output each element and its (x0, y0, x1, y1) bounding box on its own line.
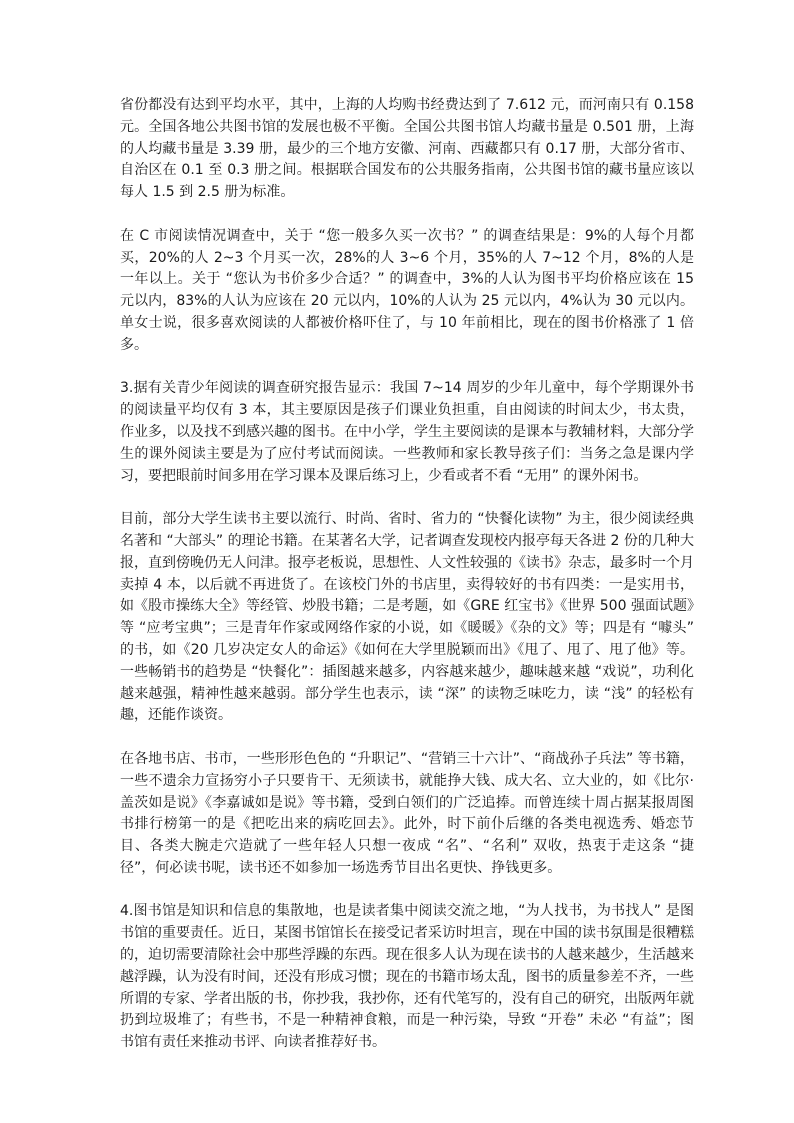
paragraph-library-role: 4.图书馆是知识和信息的集散地，也是读者集中阅读交流之地，“为人找书，为书找人” 是图书馆的重要责任。近日，某图书馆馆长在接受记者采访时坦言，现在中国的读书氛围是很糟糕的，迫切需要清除社会中那些浮躁的东西。现在很多人认为现在读书的人越来越少，生活越来越浮躁，认为没有时间，还没有形成习惯；现在的书籍市场太乱，图书的质量参差不齐，一些所谓的专家、学者出版的书，你抄我，我抄你，还有代笔写的，没有自己的研究，出版两年就扔到垃圾堆了；有些书，不是一种精神食粮，而是一种污染，导致 “开卷” 未必 “有益”；图书馆有责任来推动书评、向读者推荐好书。 (120, 903, 694, 1051)
paragraph-college-reading: 目前，部分大学生读书主要以流行、时尚、省时、省力的 “快餐化读物” 为主，很少阅读经典名著和 “大部头” 的理论书籍。在某著名大学，记者调查发现校内报亭每天各进 2 份的几种大报，直到傍晚仍无人问津。报亭老板说，思想性、人文性较强的《读书》杂志，最多时一个月卖掉 4 本，以后就不再进货了。在该校门外的书店里，卖得较好的书有四类：一是实用书，如《股市操练大全》等经管、炒股书籍；二是考题，如《GRE 红宝书》《世界 500 强面试题》等 “应考宝典”；三是青年作家或网络作家的小说，如《暖暖》《杂的文》等；四是有 “噱头” 的书，如《20 几岁决定女人的命运》《如何在大学里脱颖而出》《甩了、甩了、甩了他》等。一些畅销书的趋势是 “快餐化”：插图越来越多，内容越来越少，趣味越来越 “戏说”，功利化越来越强，精神性越来越弱。部分学生也表示，读 “深” 的读物乏味吃力，读 “浅” 的轻松有趣，还能作谈资。 (120, 511, 694, 724)
paragraph-youth-reading: 3.据有关青少年阅读的调查研究报告显示：我国 7~14 周岁的少年儿童中，每个学期课外书的阅读量平均仅有 3 本，其主要原因是孩子们课业负担重，自由阅读的时间太少，书太贵，作业多，以及找不到感兴趣的图书。在中小学，学生主要阅读的是课本与教辅材料，大部分学生的课外阅读主要是为了应付考试而阅读。一些教师和家长教导孩子们：当务之急是课内学习，要把眼前时间多用在学习课本及课后练习上，少看或者不看 “无用” 的课外闲书。 (120, 380, 694, 484)
document-page (120, 95, 694, 1076)
paragraph-c-city-survey: 在 C 市阅读情况调查中，关于 “您一般多久买一次书？” 的调查结果是：9%的人每个月都买，20%的人 2~3 个月买一次，28%的人 3~6 个月，35%的人 7~12 个月，8%的人是一年以上。关于 “您认为书价多少合适？” 的调查中，3%的人认为图书平均价格应该在 15 元以内，83%的人认为应该在 20 元以内，10%的人认为 25 元以内，4%认为 30 元以内。单女士说，很多喜欢阅读的人都被价格吓住了，与 10 年前相比，现在的图书价格涨了 1 倍多。 (120, 227, 694, 353)
paragraph-bookstore-trends: 在各地书店、书市，一些形形色色的 “升职记”、“营销三十六计”、“商战孙子兵法” 等书籍，一些不遗余力宣扬穷小子只要肯干、无须读书，就能挣大钱、成大名、立大业的，如《比尔·盖茨如是说》《李嘉诚如是说》等书籍，受到白领们的广泛追捧。而曾连续十周占据某报周图书排行榜第一的是《把吃出来的病吃回去》。此外，时下前仆后继的各类电视选秀、婚恋节目、各类大腕走穴造就了一些年轻人只想一夜成 “名”、“名利” 双收，热衷于走这条 “捷径”，何必读书呢，读书还不如参加一场选秀节目出名更快、挣钱更多。 (120, 750, 694, 876)
paragraph-library-funding: 省份都没有达到平均水平，其中，上海的人均购书经费达到了 7.612 元，而河南只有 0.158元。全国各地公共图书馆的发展也极不平衡。全国公共图书馆人均藏书量是 0.501 册，上海的人均藏书量是 3.39 册，最少的三个地方安徽、河南、西藏都只有 0.17 册，大部分省市、自治区在 0.1 至 0.3 册之间。根据联合国发布的公共服务指南，公共图书馆的藏书量应该以每人 1.5 到 2.5 册为标准。 (120, 97, 694, 201)
